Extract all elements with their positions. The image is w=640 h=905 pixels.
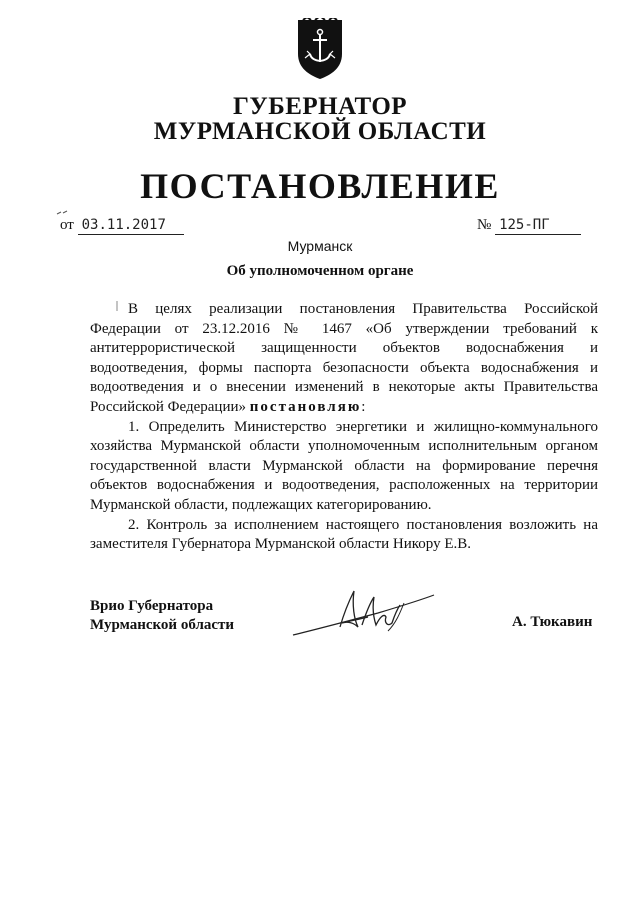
document-date: 03.11.2017 xyxy=(78,216,184,235)
document-date-row xyxy=(60,216,184,235)
document-body xyxy=(90,300,598,555)
signatory-title-line2: Мурманской области xyxy=(90,617,235,633)
number-label: № xyxy=(477,217,492,233)
decree-word: постановляю xyxy=(249,398,362,415)
org-title-line2: МУРМАНСКОЙ ОБЛАСТИ xyxy=(153,118,487,145)
decree-colon: : xyxy=(361,398,366,415)
city-name: Мурманск xyxy=(287,238,353,254)
item-1-paragraph: 1. Определить Министерство энергетики и жилищно-коммунального хозяйства Мурманской области уполномоченным исполнительным органом государственной власти Мурманской области на формирование перечня объектов водоснабжения и водоотведения, расположенных на территории Мурманской области, подлежащих категорированию. xyxy=(90,418,598,513)
document-subject: Об уполномоченном органе xyxy=(226,263,414,279)
document-type-title: ПОСТАНОВЛЕНИЕ xyxy=(140,166,500,206)
handwritten-signature-icon xyxy=(288,583,438,643)
preamble-paragraph xyxy=(90,300,598,418)
document-number-row xyxy=(477,216,581,235)
signatory-name: А. Тюкавин xyxy=(512,614,593,630)
date-label: от xyxy=(60,217,74,233)
signatory-title xyxy=(90,597,234,635)
org-title-line1: ГУБЕРНАТОР xyxy=(232,93,408,120)
preamble-text: В целях реализации постановления Правительства Российской Федерации от 23.12.2016 № 1467 «Об утверждении требований к антитеррористической защищенности объектов водоснабжения и водоотведения, формы паспорта безопасности объекта водоснабжения и водоотведения и о внесении изменений в некоторые акты Правительства Российской Федерации» xyxy=(90,301,598,415)
coat-of-arms-icon xyxy=(295,18,345,80)
document-number: 125-ПГ xyxy=(495,216,581,235)
signatory-title-line1: Врио Губернатора xyxy=(90,598,214,614)
item-2-paragraph: 2. Контроль за исполнением настоящего постановления возложить на заместителя Губернатора Мурманской области Никору Е.В. xyxy=(90,516,598,553)
